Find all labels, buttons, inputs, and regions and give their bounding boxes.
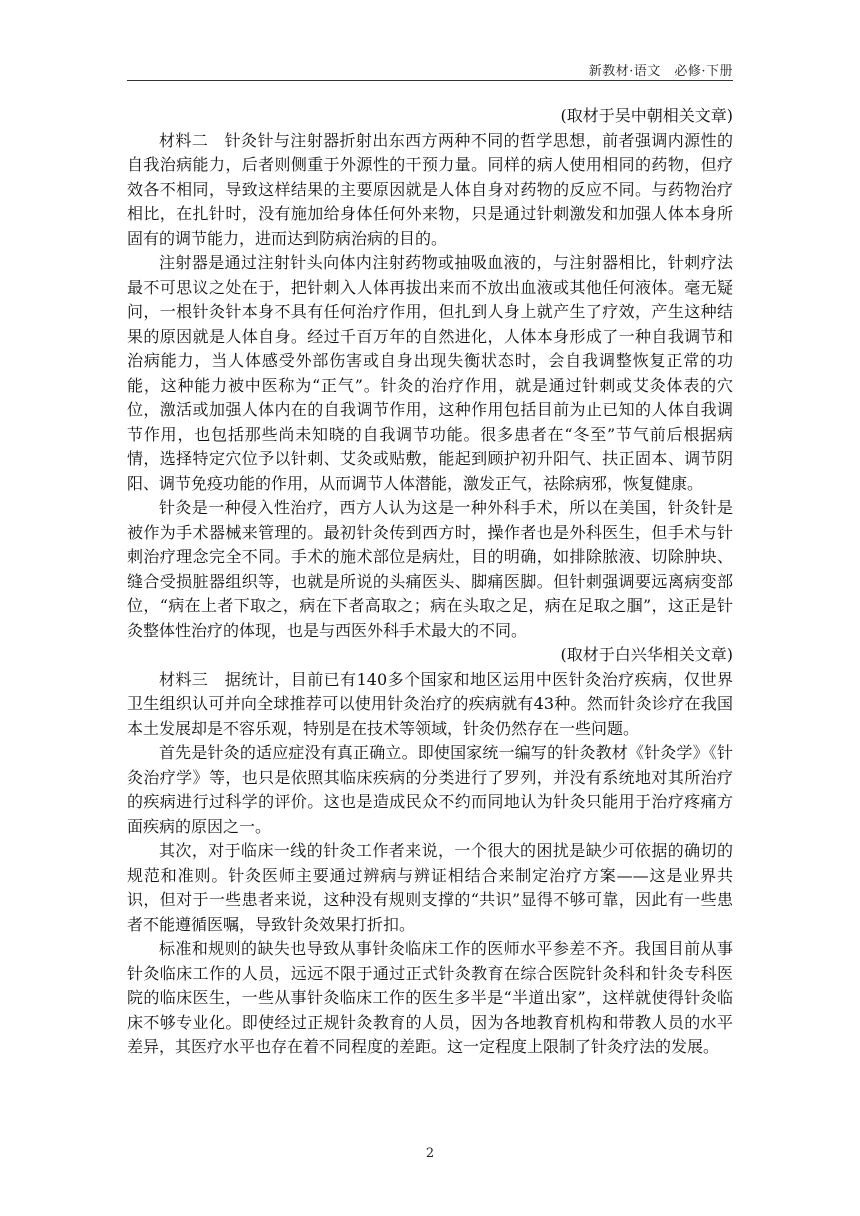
- paragraph: 首先是针灸的适应症没有真正确立。即使国家统一编写的针灸教材《针灸学》《针灸治疗学》等，也只是依照其临床疾病的分类进行了罗列，并没有系统地对其所治疗的疾病进行过科学的评价。这也是造成民众不约而同地认为针灸只能用于治疗疼痛方面疾病的原因之一。: [127, 743, 733, 836]
- page-number: 2: [425, 1146, 435, 1161]
- article-body: [127, 104, 733, 1060]
- paragraph: 其次，对于临床一线的针灸工作者来说，一个很大的困扰是缺少可依据的确切的规范和准则。针灸医师主要通过辨病与辨证相结合来制定治疗方案——这是业界共识，但对于一些患者来说，这种没有规则支撑的“共识”显得不够可靠，因此有一些患者不能遵循医嘱，导致针灸效果打折扣。: [127, 841, 733, 934]
- paragraph: 材料二 针灸针与注射器折射出东西方两种不同的哲学思想，前者强调内源性的自我治病能力，后者则侧重于外源性的干预力量。同样的病人使用相同的药物，但疗效各不相同，导致这样结果的主要原因就是人体自身对药物的反应不同。与药物治疗相比，在扎针时，没有施加给身体任何外来物，只是通过针刺激发和加强人体本身所固有的调节能力，进而达到防病治病的目的。: [127, 130, 733, 248]
- running-header: 新教材·语文 必修·下册: [588, 64, 733, 79]
- source-citation: (取材于吴中朝相关文章): [560, 106, 733, 125]
- paragraph: 材料三 据统计，目前已有140多个国家和地区运用中医针灸治疗疾病，仅世界卫生组织认可并向全球推荐可以使用针灸治疗的疾病就有43种。然而针灸诊疗在我国本土发展却是不容乐观，特别是在技术等领域，针灸仍然存在一些问题。: [127, 669, 733, 738]
- paragraph: 注射器是通过注射针头向体内注射药物或抽吸血液的，与注射器相比，针刺疗法最不可思议之处在于，把针刺入人体再拔出来而不放出血液或其他任何液体。毫无疑问，一根针灸针本身不具有任何治疗作用，但扎到人身上就产生了疗效，产生这种结果的原因就是人体自身。经过千百万年的自然进化，人体本身形成了一种自我调节和治病能力，当人体感受外部伤害或自身出现失衡状态时，会自我调整恢复正常的功能，这种能力被中医称为“正气”。针灸的治疗作用，就是通过针刺或艾灸体表的穴位，激活或加强人体内在的自我调节作用，这种作用包括目前为止已知的人体自我调节作用，也包括那些尚未知晓的自我调节功能。很多患者在“冬至”节气前后根据病情，选择特定穴位予以针刺、艾灸或贴敷，能起到顾护初升阳气、扶正固本、调节阴阳、调节免疫功能的作用，从而调节人体潜能，激发正气，祛除病邪，恢复健康。: [127, 253, 733, 493]
- header-rule: [127, 80, 733, 81]
- paragraph: 针灸是一种侵入性治疗，西方人认为这是一种外科手术，所以在美国，针灸针是被作为手术器械来管理的。最初针灸传到西方时，操作者也是外科医生，但手术与针刺治疗理念完全不同。手术的施术部位是病灶，目的明确，如排除脓液、切除肿块、缝合受损脏器组织等，也就是所说的头痛医头、脚痛医脚。但针刺强调要远离病变部位，“病在上者下取之，病在下者高取之；病在头取之足，病在足取之腘”，这正是针灸整体性治疗的体现，也是与西医外科手术最大的不同。: [127, 498, 733, 640]
- paragraph: 标准和规则的缺失也导致从事针灸临床工作的医师水平参差不齐。我国目前从事针灸临床工作的人员，远远不限于通过正式针灸教育在综合医院针灸科和针灸专科医院的临床医生，一些从事针灸临床工作的医生多半是“半道出家”，这样就使得针灸临床不够专业化。即使经过正规针灸教育的人员，因为各地教育机构和带教人员的水平差异，其医疗水平也存在着不同程度的差距。这一定程度上限制了针灸疗法的发展。: [127, 939, 733, 1056]
- source-citation: (取材于白兴华相关文章): [560, 645, 733, 664]
